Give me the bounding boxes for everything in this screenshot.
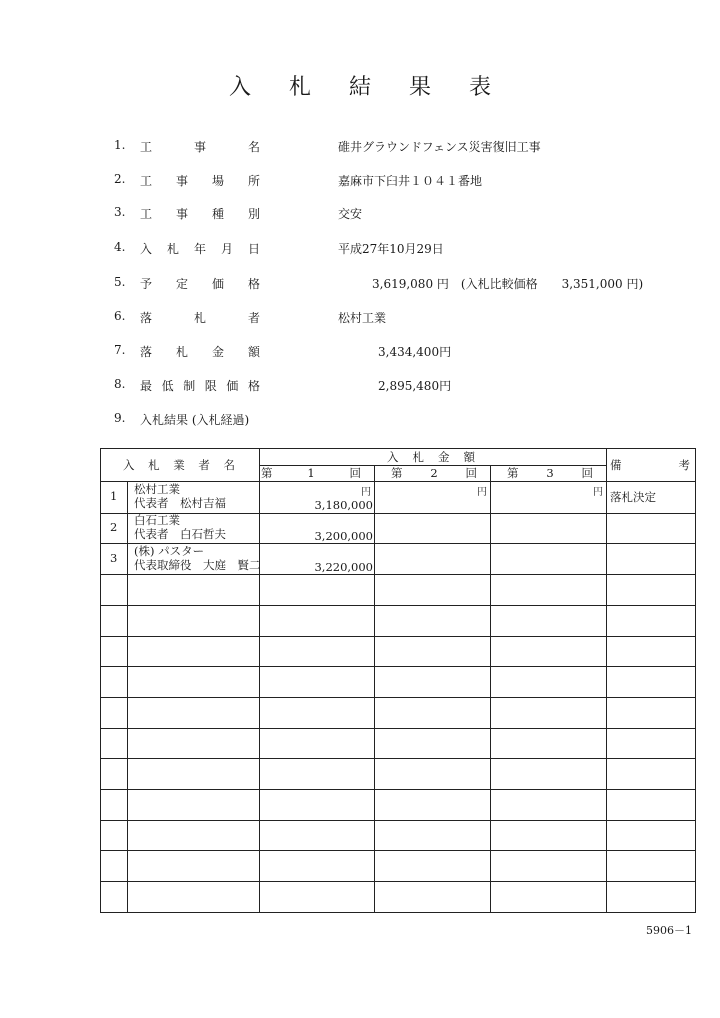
representative: 代表者 松村吉福 (134, 496, 226, 510)
remarks-cell: 落札決定 (610, 490, 656, 504)
yen-unit: 円 (593, 487, 603, 498)
item-label: 工事名 (140, 140, 260, 154)
item-number: 3. (114, 205, 126, 219)
bid-result-table (100, 448, 696, 913)
row-number: 1 (110, 489, 118, 503)
item-row-8 (0, 377, 720, 397)
header-remarks: 備考 (610, 458, 690, 472)
item-label: 最低制限価格 (140, 379, 260, 393)
item-label: 工事場所 (140, 174, 260, 188)
item-row-9 (0, 411, 720, 431)
item-value: 平成27年10月29日 (338, 242, 444, 256)
item-value: 2,895,480円 (378, 379, 452, 393)
representative: 代表取締役 大庭 賢二 (134, 558, 261, 572)
round-1-amount: 3,200,000 (314, 529, 373, 543)
page-code: 5906－1 (646, 924, 692, 937)
item-number: 1. (114, 138, 126, 152)
item-row-7 (0, 343, 720, 363)
item-number: 5. (114, 275, 126, 289)
header-bidder: 入札業者名 (123, 458, 235, 472)
item-value: 碓井グラウンドフェンス災害復旧工事 (338, 140, 541, 154)
item-value: 嘉麻市下臼井１０４１番地 (338, 174, 483, 188)
item-number: 9. (114, 411, 126, 425)
item-label: 予定価格 (140, 277, 260, 291)
page-title: 入札結果表 (228, 75, 529, 100)
item-row-1 (0, 138, 720, 158)
item-value: 3,434,400円 (378, 345, 452, 359)
round-1-amount: 3,220,000 (314, 560, 373, 574)
company-name: 白石工業 (134, 513, 180, 527)
item-row-3 (0, 205, 720, 225)
item-number: 2. (114, 172, 126, 186)
yen-unit: 円 (361, 487, 371, 498)
header-round-1: 第1回 (261, 466, 361, 480)
company-name: 松村工業 (134, 482, 180, 496)
representative: 代表者 白石哲夫 (134, 527, 226, 541)
item-row-6 (0, 309, 720, 329)
yen-unit: 円 (477, 487, 487, 498)
header-round-3: 第3回 (507, 466, 593, 480)
header-bid-amount: 入札金額 (387, 450, 475, 464)
item-row-2 (0, 172, 720, 192)
item-value: 交安 (338, 207, 363, 221)
item-number: 8. (114, 377, 126, 391)
header-round-2: 第2回 (391, 466, 477, 480)
item-label: 落札者 (140, 311, 260, 325)
item-number: 6. (114, 309, 126, 323)
item-number: 4. (114, 240, 126, 254)
row-number: 3 (110, 551, 118, 565)
round-1-amount: 3,180,000 (314, 498, 373, 512)
item-label: 入札結果 (入札経過) (140, 413, 250, 427)
item-label: 落札金額 (140, 345, 260, 359)
item-value: 松村工業 (338, 311, 387, 325)
item-number: 7. (114, 343, 126, 357)
row-number: 2 (110, 520, 118, 534)
company-name: (株) パスター (134, 544, 205, 558)
item-row-4 (0, 240, 720, 260)
item-row-5 (0, 275, 720, 295)
item-label: 入札年月日 (140, 242, 260, 256)
item-value: 3,619,080 円 (入札比較価格 3,351,000 円) (372, 277, 644, 291)
item-label: 工事種別 (140, 207, 260, 221)
